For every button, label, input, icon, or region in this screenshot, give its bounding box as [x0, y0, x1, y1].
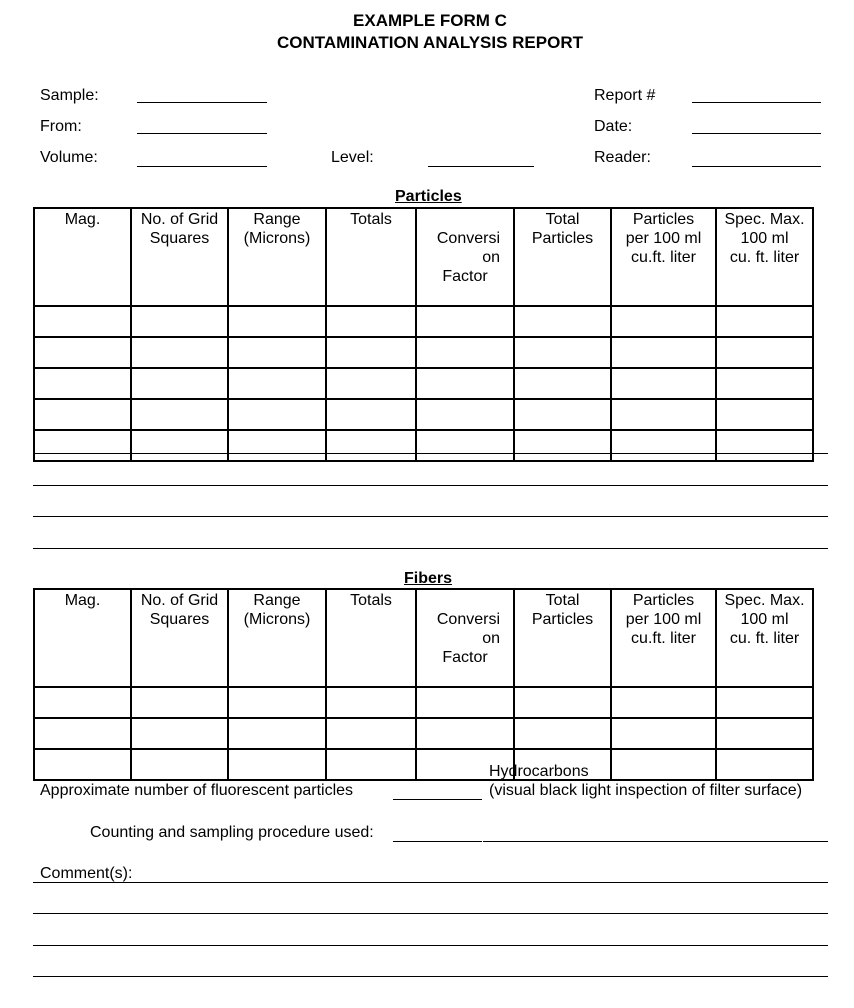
table-cell[interactable]	[228, 718, 326, 749]
table-cell[interactable]	[228, 687, 326, 718]
table-cell[interactable]	[611, 306, 716, 337]
level-label: Level:	[331, 149, 374, 166]
col-particles-per-100ml: Particles per 100 ml cu.ft. liter	[611, 589, 716, 687]
col-mag: Mag.	[34, 208, 131, 306]
table-cell[interactable]	[514, 399, 611, 430]
table-cell[interactable]	[716, 718, 813, 749]
fibers-header-row	[34, 589, 813, 687]
table-cell[interactable]	[34, 306, 131, 337]
col-range: Range (Microns)	[228, 589, 326, 687]
table-cell[interactable]	[228, 430, 326, 461]
fibers-body	[34, 687, 813, 780]
col-conversion-factor	[416, 208, 514, 306]
fibers-table	[33, 588, 814, 781]
comment-line[interactable]	[33, 976, 828, 977]
reader-field[interactable]	[692, 166, 821, 167]
table-row	[34, 368, 813, 399]
table-cell[interactable]	[34, 337, 131, 368]
table-cell[interactable]	[416, 399, 514, 430]
sample-label: Sample:	[40, 87, 99, 104]
fibers-section-title: Fibers	[404, 570, 453, 587]
col-grid-squares: No. of Grid Squares	[131, 208, 228, 306]
table-cell[interactable]	[716, 430, 813, 461]
date-field[interactable]	[692, 133, 821, 134]
table-cell[interactable]	[326, 749, 416, 780]
sample-field[interactable]	[137, 102, 267, 103]
table-cell[interactable]	[716, 399, 813, 430]
table-cell[interactable]	[34, 749, 131, 780]
table-row	[34, 430, 813, 461]
table-cell[interactable]	[131, 430, 228, 461]
table-cell[interactable]	[611, 749, 716, 780]
table-cell[interactable]	[34, 718, 131, 749]
table-cell[interactable]	[228, 306, 326, 337]
table-cell[interactable]	[416, 337, 514, 368]
table-cell[interactable]	[131, 687, 228, 718]
table-cell[interactable]	[716, 368, 813, 399]
table-cell[interactable]	[514, 368, 611, 399]
table-cell[interactable]	[131, 368, 228, 399]
comment-line[interactable]	[33, 945, 828, 946]
volume-field[interactable]	[137, 166, 267, 167]
table-cell[interactable]	[34, 687, 131, 718]
volume-label: Volume:	[40, 149, 98, 166]
hydrocarbons-note: (visual black light inspection of filter surface)	[489, 782, 803, 799]
conversion-word: Conversion	[436, 611, 500, 647]
table-row	[34, 687, 813, 718]
table-cell[interactable]	[716, 306, 813, 337]
table-cell[interactable]	[611, 368, 716, 399]
table-cell[interactable]	[716, 687, 813, 718]
table-cell[interactable]	[228, 337, 326, 368]
report-number-field[interactable]	[692, 102, 821, 103]
col-mag: Mag.	[34, 589, 131, 687]
table-cell[interactable]	[514, 687, 611, 718]
table-cell[interactable]	[416, 368, 514, 399]
table-cell[interactable]	[326, 399, 416, 430]
table-cell[interactable]	[326, 430, 416, 461]
table-cell[interactable]	[326, 687, 416, 718]
table-cell[interactable]	[611, 687, 716, 718]
table-row	[34, 337, 813, 368]
level-field[interactable]	[428, 166, 534, 167]
table-cell[interactable]	[34, 430, 131, 461]
date-label: Date:	[594, 118, 633, 135]
notes-line[interactable]	[33, 485, 828, 486]
table-cell[interactable]	[228, 368, 326, 399]
fluorescent-field[interactable]	[393, 799, 482, 800]
col-conversion-factor	[416, 589, 514, 687]
col-total-particles: Total Particles	[514, 589, 611, 687]
table-row	[34, 718, 813, 749]
table-cell[interactable]	[416, 687, 514, 718]
table-cell[interactable]	[514, 430, 611, 461]
comment-line[interactable]	[33, 882, 828, 883]
report-number-label: Report #	[594, 87, 656, 104]
table-row	[34, 306, 813, 337]
table-cell[interactable]	[131, 749, 228, 780]
table-cell[interactable]	[416, 430, 514, 461]
table-cell[interactable]	[514, 306, 611, 337]
notes-line[interactable]	[33, 453, 828, 454]
particles-table	[33, 207, 814, 462]
hydrocarbons-label: Hydrocarbons	[489, 763, 589, 780]
col-spec-max: Spec. Max. 100 ml cu. ft. liter	[716, 208, 813, 306]
table-cell[interactable]	[716, 749, 813, 780]
factor-word: Factor	[442, 649, 488, 666]
table-cell[interactable]	[326, 718, 416, 749]
table-cell[interactable]	[326, 337, 416, 368]
report-title: CONTAMINATION ANALYSIS REPORT	[276, 33, 583, 52]
procedure-label: Counting and sampling procedure used:	[90, 824, 374, 841]
table-cell[interactable]	[514, 718, 611, 749]
col-spec-max: Spec. Max. 100 ml cu. ft. liter	[716, 589, 813, 687]
table-cell[interactable]	[326, 368, 416, 399]
particles-section-title: Particles	[395, 188, 462, 205]
table-cell[interactable]	[514, 337, 611, 368]
from-field[interactable]	[137, 133, 267, 134]
col-grid-squares: No. of Grid Squares	[131, 589, 228, 687]
reader-label: Reader:	[594, 149, 651, 166]
table-cell[interactable]	[326, 306, 416, 337]
col-total-particles: Total Particles	[514, 208, 611, 306]
comments-label: Comment(s):	[40, 865, 133, 882]
table-cell[interactable]	[716, 337, 813, 368]
table-cell[interactable]	[611, 430, 716, 461]
conversion-word: Conversion	[436, 230, 500, 266]
table-cell[interactable]	[611, 718, 716, 749]
table-cell[interactable]	[131, 399, 228, 430]
table-cell[interactable]	[611, 337, 716, 368]
table-cell[interactable]	[131, 306, 228, 337]
table-cell[interactable]	[131, 337, 228, 368]
comment-line[interactable]	[33, 913, 828, 914]
factor-word: Factor	[442, 268, 488, 285]
table-cell[interactable]	[416, 718, 514, 749]
particles-header-row	[34, 208, 813, 306]
procedure-line[interactable]	[483, 841, 828, 842]
table-cell[interactable]	[611, 399, 716, 430]
table-cell[interactable]	[228, 399, 326, 430]
table-cell[interactable]	[34, 368, 131, 399]
col-range: Range (Microns)	[228, 208, 326, 306]
table-row	[34, 399, 813, 430]
fluorescent-label: Approximate number of fluorescent particles	[40, 782, 354, 799]
notes-line[interactable]	[33, 548, 828, 549]
notes-line[interactable]	[33, 516, 828, 517]
table-row	[34, 749, 813, 780]
form-title: EXAMPLE FORM C	[353, 11, 507, 30]
from-label: From:	[40, 118, 82, 135]
col-particles-per-100ml: Particles per 100 ml cu.ft. liter	[611, 208, 716, 306]
col-totals: Totals	[326, 589, 416, 687]
procedure-field[interactable]	[393, 841, 482, 842]
col-totals: Totals	[326, 208, 416, 306]
table-cell[interactable]	[416, 306, 514, 337]
table-cell[interactable]	[228, 749, 326, 780]
particles-body	[34, 306, 813, 461]
table-cell[interactable]	[34, 399, 131, 430]
table-cell[interactable]	[131, 718, 228, 749]
